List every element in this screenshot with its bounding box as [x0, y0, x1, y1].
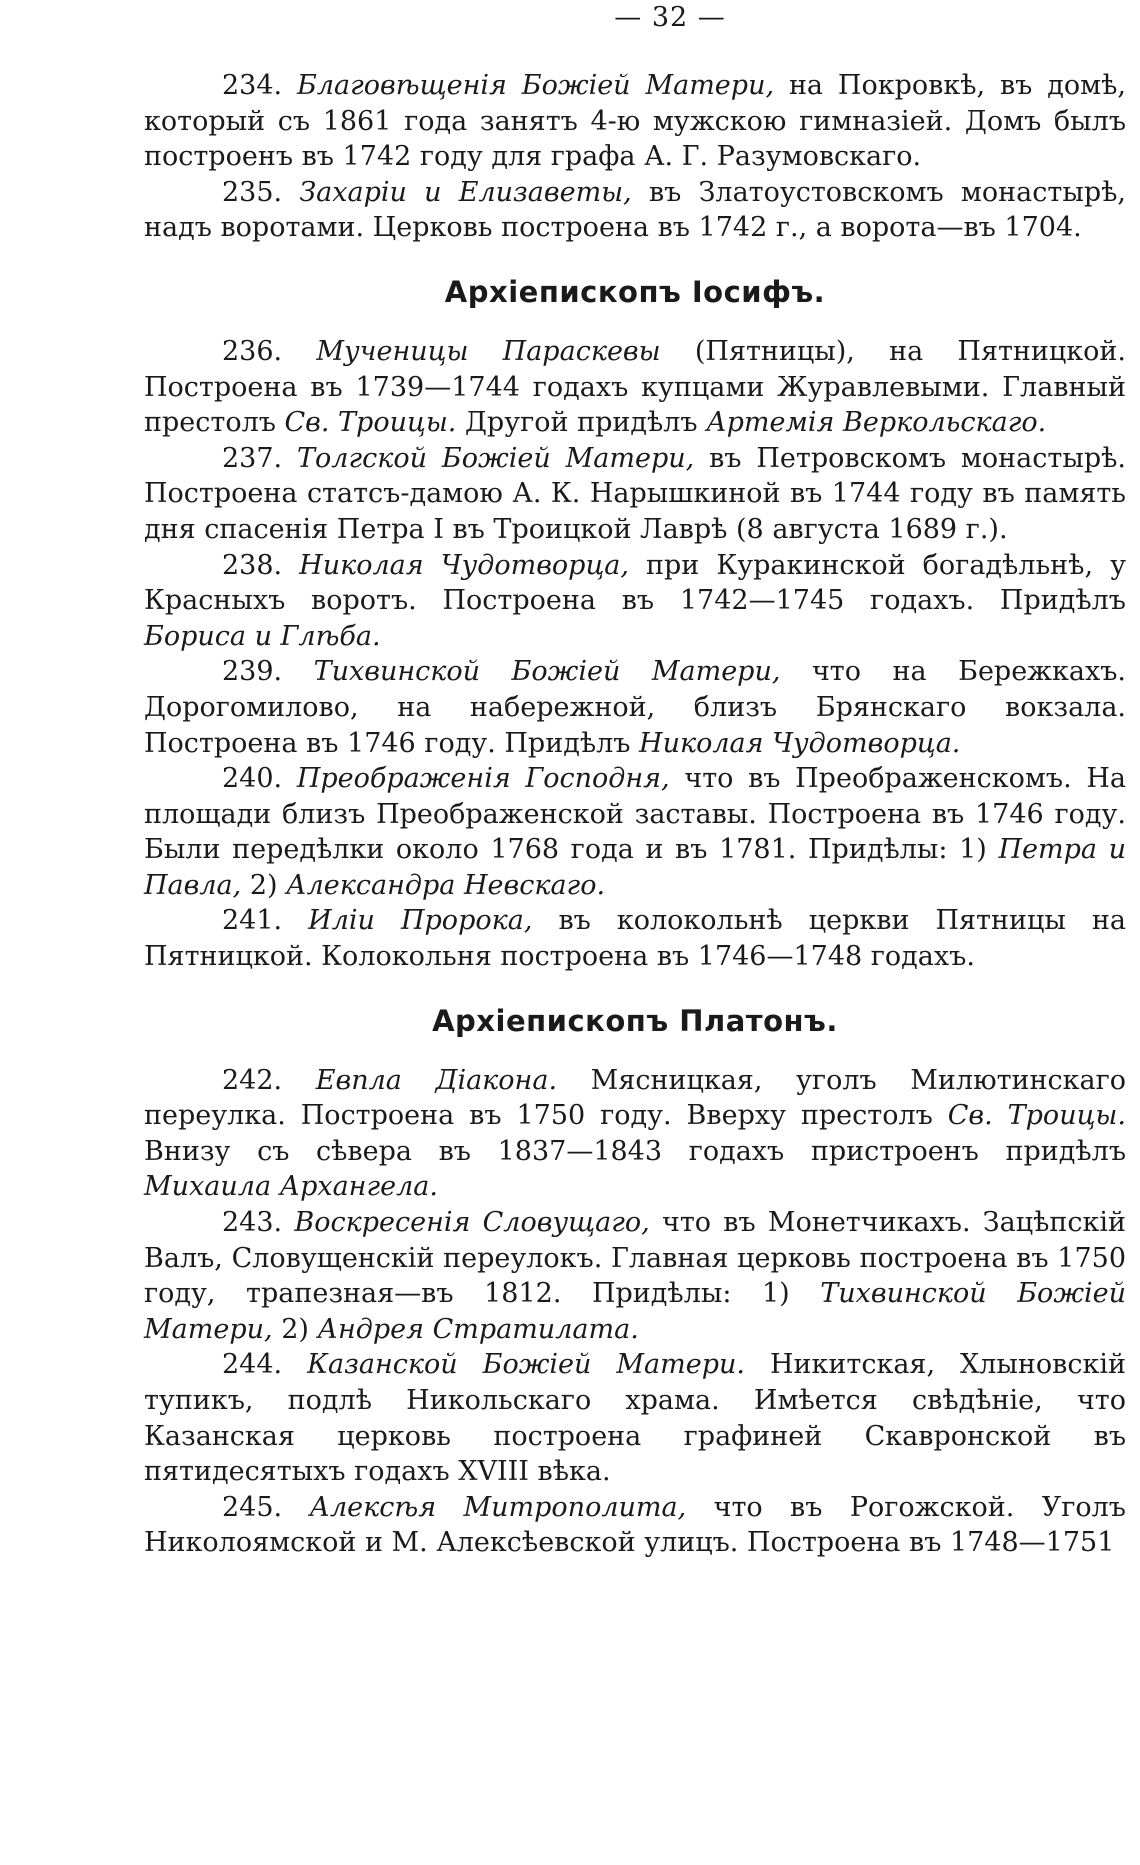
- entry-title: Николая Чудотворца,: [299, 549, 629, 581]
- entry-title: Воскресенія Словущаго,: [294, 1207, 650, 1239]
- entry-241: [144, 903, 1126, 974]
- entry-number: 240.: [222, 763, 283, 795]
- entry-245: [144, 1490, 1126, 1561]
- entry-title-2: Св. Троицы.: [284, 407, 457, 439]
- entry-text: Никитская, Хлыновскій тупикъ, подлѣ Никольскаго храма. Имѣется свѣдѣніе, что Казанская церковь построена графиней Скавронской въ пятидесятыхъ годахъ XVIII вѣка.: [144, 1349, 1126, 1488]
- entry-text: (Пятницы), на Пятницкой. Построена въ 1739—1744 годахъ купцами Журавлевыми. Главный престолъ: [144, 335, 1126, 439]
- entry-number: 242.: [222, 1064, 283, 1096]
- entry-text: въ Петровскомъ монастырѣ. Построена статсъ-дамою А. К. Нарышкиной въ 1744 году въ память дня спасенія Петра I въ Троицкой Лаврѣ (8 августа 1689 г.).: [144, 442, 1126, 545]
- entry-text: что на Бережкахъ. Дорогомилово, на набережной, близъ Брянскаго вокзала. Построена въ 1746 году. Придѣлъ: [144, 656, 1126, 759]
- entry-number: 245.: [222, 1491, 283, 1523]
- entry-title-2: Николая Чудотворца.: [639, 727, 961, 759]
- entry-243: [144, 1205, 1126, 1347]
- entry-text-2: Другой придѣлъ: [464, 407, 698, 439]
- section-heading-iosif: Архіепископъ Іосифъ.: [444, 274, 826, 309]
- entry-text: что въ Преображенскомъ. На площади близъ Преображенской заставы. Построена въ 1746 году. Были передѣлки около 1768 года и въ 1781. Придѣлы: 1): [144, 763, 1126, 866]
- entry-title: Толгской Божіей Матери,: [297, 442, 695, 474]
- entry-text-2: 2): [281, 1313, 309, 1345]
- entry-text: Мясницкая, уголъ Милютинскаго переулка. Построена въ 1750 году. Вверху престолъ: [144, 1064, 1127, 1132]
- entry-number: 244.: [222, 1349, 283, 1381]
- entry-text: въ колокольнѣ церкви Пятницы на Пятницкой. Колокольня построена въ 1746—1748 годахъ.: [144, 905, 1126, 973]
- entry-title: Иліи Пророка,: [308, 905, 533, 937]
- entry-text-2: 2): [249, 869, 278, 901]
- entry-239: [144, 654, 1126, 761]
- entry-text: въ Златоустовскомъ монастырѣ, надъ воротами. Церковь построена въ 1742 г., а ворота—въ 1704.: [144, 176, 1126, 244]
- entry-number: 239.: [222, 656, 283, 688]
- entry-235: [144, 175, 1126, 246]
- entry-number: 243.: [222, 1207, 283, 1239]
- entry-244: [144, 1347, 1126, 1489]
- page-number: — 32 —: [614, 2, 726, 33]
- entry-text: что въ Рогожской. Уголъ Николоямской и М. Алексѣевской улицъ. Построена въ 1748—1751: [144, 1491, 1126, 1559]
- entry-number: 235.: [222, 176, 283, 208]
- entry-title: Алексѣя Митрополита,: [309, 1491, 687, 1523]
- section-heading-platon: Архіепископъ Платонъ.: [432, 1003, 838, 1038]
- entry-title: Мученицы Параскевы: [316, 335, 661, 367]
- entry-title: Казанской Божіей Матери.: [307, 1349, 745, 1381]
- entry-title-3: Александра Невскаго.: [286, 869, 606, 901]
- entry-title-2: Бориса и Глѣба.: [144, 620, 381, 652]
- text-block: [144, 68, 1126, 1561]
- entry-title: Преображенія Господня,: [296, 763, 670, 795]
- entry-238: [144, 548, 1126, 655]
- entry-title: Благовѣщенія Божіей Матери,: [297, 70, 775, 101]
- entry-title: Тихвинской Божіей Матери,: [313, 656, 781, 688]
- entry-text: при Куракинской богадѣльнѣ, у Красныхъ воротъ. Построена въ 1742—1745 годахъ. Придѣлъ: [144, 549, 1126, 617]
- entry-240: [144, 761, 1126, 903]
- entry-text-2: Внизу съ сѣвера въ 1837—1843 годахъ пристроенъ придѣлъ: [144, 1135, 1126, 1167]
- entry-text: что въ Монетчикахъ. Зацѣпскій Валъ, Словущенскій переулокъ. Главная церковь построена въ 1750 году, трапезная—въ 1812. Придѣлы: 1): [144, 1207, 1126, 1310]
- entry-title: Захаріи и Елизаветы,: [299, 176, 632, 208]
- entry-text: на Покровкѣ, въ домѣ, который съ 1861 года занятъ 4-ю мужскою гимназіей. Домъ былъ построенъ въ 1742 году для графа А. Г. Разумовскаго.: [144, 70, 1126, 173]
- entry-236: [144, 334, 1126, 441]
- entry-title-2: Св. Троицы.: [947, 1100, 1126, 1132]
- entry-number: 238.: [222, 549, 283, 581]
- entry-number: 241.: [222, 905, 283, 937]
- entry-234: [144, 68, 1126, 175]
- entry-title-3: Артемія Веркольскаго.: [706, 407, 1047, 439]
- entry-number: 234.: [222, 70, 283, 101]
- entry-number: 236.: [222, 335, 283, 367]
- entry-title-3: Михаила Архангела.: [144, 1171, 438, 1203]
- entry-242: [144, 1063, 1126, 1205]
- entry-237: [144, 441, 1126, 548]
- entry-title-2: Тихвинской Божіей Матери,: [144, 1278, 1127, 1345]
- entry-number: 237.: [222, 442, 283, 474]
- entry-title-3: Андрея Стратилата.: [317, 1313, 639, 1345]
- entry-title-2: Петра и Павла,: [144, 834, 1126, 901]
- entry-title: Евпла Діакона.: [315, 1064, 558, 1096]
